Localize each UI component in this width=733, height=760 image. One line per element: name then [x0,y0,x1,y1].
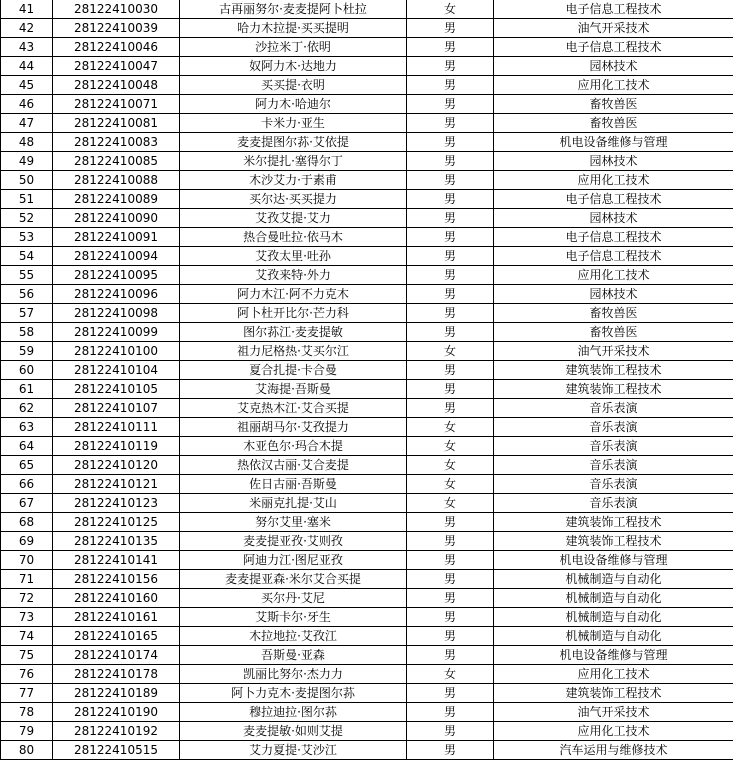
exam-id-cell: 28122410088 [53,171,180,190]
table-row [1,171,733,190]
major-cell: 应用化工技术 [494,266,733,285]
gender-cell: 男 [407,190,494,209]
student-name-cell: 阿卜力克木·麦提图尔荪 [180,684,407,703]
row-number-cell: 78 [1,703,53,722]
major-cell: 电子信息工程技术 [494,228,733,247]
student-name-cell: 艾海提·吾斯曼 [180,380,407,399]
table-row [1,342,733,361]
exam-id-cell: 28122410095 [53,266,180,285]
exam-id-cell: 28122410081 [53,114,180,133]
major-cell: 应用化工技术 [494,722,733,741]
major-cell: 建筑装饰工程技术 [494,684,733,703]
row-number-cell: 64 [1,437,53,456]
exam-id-cell: 28122410105 [53,380,180,399]
exam-id-cell: 28122410125 [53,513,180,532]
exam-id-cell: 28122410089 [53,190,180,209]
student-name-cell: 热合曼吐拉·依马木 [180,228,407,247]
student-name-cell: 努尔艾里·塞米 [180,513,407,532]
student-name-cell: 凯丽比努尔·杰力力 [180,665,407,684]
student-name-cell: 木拉地拉·艾孜江 [180,627,407,646]
exam-id-cell: 28122410094 [53,247,180,266]
row-number-cell: 62 [1,399,53,418]
row-number-cell: 60 [1,361,53,380]
major-cell: 园林技术 [494,209,733,228]
table-row [1,285,733,304]
table-row [1,513,733,532]
major-cell: 音乐表演 [494,437,733,456]
exam-id-cell: 28122410098 [53,304,180,323]
gender-cell: 男 [407,76,494,95]
major-cell: 机械制造与自动化 [494,608,733,627]
exam-id-cell: 28122410083 [53,133,180,152]
row-number-cell: 41 [1,0,53,19]
gender-cell: 女 [407,342,494,361]
student-name-cell: 麦麦提亚森·米尔艾合买提 [180,570,407,589]
major-cell: 应用化工技术 [494,171,733,190]
major-cell: 电子信息工程技术 [494,38,733,57]
major-cell: 音乐表演 [494,418,733,437]
gender-cell: 男 [407,95,494,114]
row-number-cell: 61 [1,380,53,399]
gender-cell: 女 [407,437,494,456]
exam-id-cell: 28122410111 [53,418,180,437]
student-name-cell: 古再丽努尔·麦麦提阿卜杜拉 [180,0,407,19]
row-number-cell: 50 [1,171,53,190]
exam-id-cell: 28122410100 [53,342,180,361]
row-number-cell: 75 [1,646,53,665]
student-name-cell: 艾孜艾提·艾力 [180,209,407,228]
table-row [1,209,733,228]
exam-id-cell: 28122410165 [53,627,180,646]
student-name-cell: 阿迪力江·图尼亚孜 [180,551,407,570]
major-cell: 建筑装饰工程技术 [494,532,733,551]
student-name-cell: 哈力木拉提·买买提明 [180,19,407,38]
gender-cell: 男 [407,513,494,532]
gender-cell: 男 [407,570,494,589]
gender-cell: 女 [407,475,494,494]
gender-cell: 女 [407,456,494,475]
table-row [1,551,733,570]
row-number-cell: 47 [1,114,53,133]
gender-cell: 男 [407,19,494,38]
row-number-cell: 57 [1,304,53,323]
gender-cell: 男 [407,646,494,665]
row-number-cell: 45 [1,76,53,95]
exam-id-cell: 28122410048 [53,76,180,95]
table-row [1,627,733,646]
table-row [1,190,733,209]
gender-cell: 男 [407,627,494,646]
gender-cell: 女 [407,0,494,19]
row-number-cell: 53 [1,228,53,247]
table-row [1,95,733,114]
table-row [1,418,733,437]
table-row [1,38,733,57]
exam-id-cell: 28122410120 [53,456,180,475]
table-row [1,646,733,665]
student-name-cell: 麦麦提敏·如则艾提 [180,722,407,741]
row-number-cell: 43 [1,38,53,57]
gender-cell: 男 [407,228,494,247]
gender-cell: 女 [407,418,494,437]
exam-id-cell: 28122410107 [53,399,180,418]
exam-id-cell: 28122410091 [53,228,180,247]
major-cell: 音乐表演 [494,399,733,418]
gender-cell: 男 [407,133,494,152]
exam-id-cell: 28122410161 [53,608,180,627]
exam-id-cell: 28122410156 [53,570,180,589]
student-name-cell: 夏合扎提·卡合曼 [180,361,407,380]
exam-id-cell: 28122410119 [53,437,180,456]
student-name-cell: 奴阿力木·达地力 [180,57,407,76]
exam-id-cell: 28122410104 [53,361,180,380]
row-number-cell: 63 [1,418,53,437]
table-row [1,76,733,95]
student-name-cell: 米丽克扎提·艾山 [180,494,407,513]
table-row [1,114,733,133]
exam-id-cell: 28122410192 [53,722,180,741]
gender-cell: 男 [407,304,494,323]
student-name-cell: 木亚色尔·玛合木提 [180,437,407,456]
student-name-cell: 卡米力·亚生 [180,114,407,133]
major-cell: 园林技术 [494,285,733,304]
exam-id-cell: 28122410141 [53,551,180,570]
student-list-body [1,0,733,760]
table-row [1,152,733,171]
exam-id-cell: 28122410099 [53,323,180,342]
exam-id-cell: 28122410160 [53,589,180,608]
gender-cell: 男 [407,361,494,380]
table-row [1,703,733,722]
exam-id-cell: 28122410047 [53,57,180,76]
gender-cell: 男 [407,399,494,418]
gender-cell: 男 [407,589,494,608]
table-row [1,228,733,247]
major-cell: 畜牧兽医 [494,114,733,133]
student-name-cell: 麦麦提图尔荪·艾依提 [180,133,407,152]
gender-cell: 男 [407,551,494,570]
major-cell: 建筑装饰工程技术 [494,361,733,380]
major-cell: 电子信息工程技术 [494,247,733,266]
student-name-cell: 麦麦提亚孜·艾则孜 [180,532,407,551]
row-number-cell: 76 [1,665,53,684]
exam-id-cell: 28122410174 [53,646,180,665]
gender-cell: 女 [407,665,494,684]
major-cell: 机电设备维修与管理 [494,551,733,570]
gender-cell: 男 [407,532,494,551]
gender-cell: 男 [407,684,494,703]
row-number-cell: 55 [1,266,53,285]
student-name-cell: 祖力尼格热·艾买尔江 [180,342,407,361]
major-cell: 油气开采技术 [494,703,733,722]
student-name-cell: 艾孜来特·外力 [180,266,407,285]
major-cell: 油气开采技术 [494,19,733,38]
row-number-cell: 44 [1,57,53,76]
major-cell: 机电设备维修与管理 [494,133,733,152]
student-name-cell: 米尔提扎·塞得尔丁 [180,152,407,171]
exam-id-cell: 28122410030 [53,0,180,19]
gender-cell: 男 [407,266,494,285]
exam-id-cell: 28122410090 [53,209,180,228]
table-row [1,399,733,418]
row-number-cell: 51 [1,190,53,209]
major-cell: 园林技术 [494,57,733,76]
gender-cell: 女 [407,494,494,513]
table-row [1,741,733,760]
major-cell: 汽车运用与维修技术 [494,741,733,760]
table-row [1,361,733,380]
row-number-cell: 69 [1,532,53,551]
row-number-cell: 74 [1,627,53,646]
gender-cell: 男 [407,380,494,399]
table-row [1,266,733,285]
gender-cell: 男 [407,323,494,342]
row-number-cell: 42 [1,19,53,38]
row-number-cell: 77 [1,684,53,703]
gender-cell: 男 [407,722,494,741]
major-cell: 机械制造与自动化 [494,570,733,589]
gender-cell: 男 [407,57,494,76]
row-number-cell: 52 [1,209,53,228]
gender-cell: 男 [407,247,494,266]
student-name-cell: 买尔丹·艾尼 [180,589,407,608]
student-name-cell: 艾斯卡尔·牙生 [180,608,407,627]
row-number-cell: 80 [1,741,53,760]
table-row [1,323,733,342]
table-row [1,684,733,703]
table-row [1,665,733,684]
major-cell: 电子信息工程技术 [494,190,733,209]
exam-id-cell: 28122410046 [53,38,180,57]
row-number-cell: 58 [1,323,53,342]
student-name-cell: 佐日古丽·吾斯曼 [180,475,407,494]
row-number-cell: 71 [1,570,53,589]
major-cell: 畜牧兽医 [494,95,733,114]
gender-cell: 男 [407,703,494,722]
table-row [1,570,733,589]
table-row [1,608,733,627]
major-cell: 音乐表演 [494,475,733,494]
major-cell: 建筑装饰工程技术 [494,380,733,399]
student-name-cell: 穆拉迪拉·图尔荪 [180,703,407,722]
row-number-cell: 73 [1,608,53,627]
table-row [1,589,733,608]
table-row [1,0,733,19]
exam-id-cell: 28122410123 [53,494,180,513]
row-number-cell: 49 [1,152,53,171]
exam-id-cell: 28122410190 [53,703,180,722]
major-cell: 畜牧兽医 [494,323,733,342]
student-name-cell: 沙拉米丁·依明 [180,38,407,57]
student-name-cell: 木沙艾力·于素甫 [180,171,407,190]
gender-cell: 男 [407,152,494,171]
table-row [1,494,733,513]
gender-cell: 男 [407,741,494,760]
gender-cell: 男 [407,38,494,57]
student-name-cell: 买尔达·买买提力 [180,190,407,209]
major-cell: 园林技术 [494,152,733,171]
major-cell: 建筑装饰工程技术 [494,513,733,532]
exam-id-cell: 28122410515 [53,741,180,760]
student-name-cell: 买买提·衣明 [180,76,407,95]
table-row [1,304,733,323]
table-row [1,19,733,38]
gender-cell: 男 [407,209,494,228]
major-cell: 畜牧兽医 [494,304,733,323]
exam-id-cell: 28122410071 [53,95,180,114]
student-name-cell: 祖丽胡马尔·艾孜提力 [180,418,407,437]
student-name-cell: 艾孜太里·吐孙 [180,247,407,266]
gender-cell: 男 [407,285,494,304]
exam-id-cell: 28122410039 [53,19,180,38]
row-number-cell: 59 [1,342,53,361]
table-row [1,133,733,152]
student-name-cell: 艾克热木江·艾合买提 [180,399,407,418]
student-name-cell: 艾力夏提·艾沙江 [180,741,407,760]
student-name-cell: 图尔荪江·麦麦提敏 [180,323,407,342]
table-row [1,475,733,494]
exam-id-cell: 28122410189 [53,684,180,703]
row-number-cell: 56 [1,285,53,304]
major-cell: 机械制造与自动化 [494,589,733,608]
major-cell: 音乐表演 [494,456,733,475]
gender-cell: 男 [407,608,494,627]
gender-cell: 男 [407,171,494,190]
row-number-cell: 54 [1,247,53,266]
major-cell: 电子信息工程技术 [494,0,733,19]
student-name-cell: 阿力木江·阿不力克木 [180,285,407,304]
exam-id-cell: 28122410121 [53,475,180,494]
major-cell: 应用化工技术 [494,665,733,684]
student-name-cell: 阿卜杜开比尔·芒力科 [180,304,407,323]
major-cell: 应用化工技术 [494,76,733,95]
student-name-cell: 热依汉古丽·艾合麦提 [180,456,407,475]
row-number-cell: 48 [1,133,53,152]
row-number-cell: 79 [1,722,53,741]
table-row [1,437,733,456]
table-row [1,532,733,551]
student-name-cell: 阿力木·哈迪尔 [180,95,407,114]
table-row [1,380,733,399]
student-name-cell: 吾斯曼·亚森 [180,646,407,665]
row-number-cell: 68 [1,513,53,532]
table-row [1,247,733,266]
exam-id-cell: 28122410096 [53,285,180,304]
row-number-cell: 67 [1,494,53,513]
row-number-cell: 72 [1,589,53,608]
exam-id-cell: 28122410085 [53,152,180,171]
row-number-cell: 70 [1,551,53,570]
major-cell: 音乐表演 [494,494,733,513]
major-cell: 机械制造与自动化 [494,627,733,646]
row-number-cell: 65 [1,456,53,475]
exam-id-cell: 28122410135 [53,532,180,551]
table-row [1,456,733,475]
table-row [1,722,733,741]
row-number-cell: 66 [1,475,53,494]
table-row [1,57,733,76]
major-cell: 油气开采技术 [494,342,733,361]
row-number-cell: 46 [1,95,53,114]
gender-cell: 男 [407,114,494,133]
major-cell: 机电设备维修与管理 [494,646,733,665]
exam-id-cell: 28122410178 [53,665,180,684]
